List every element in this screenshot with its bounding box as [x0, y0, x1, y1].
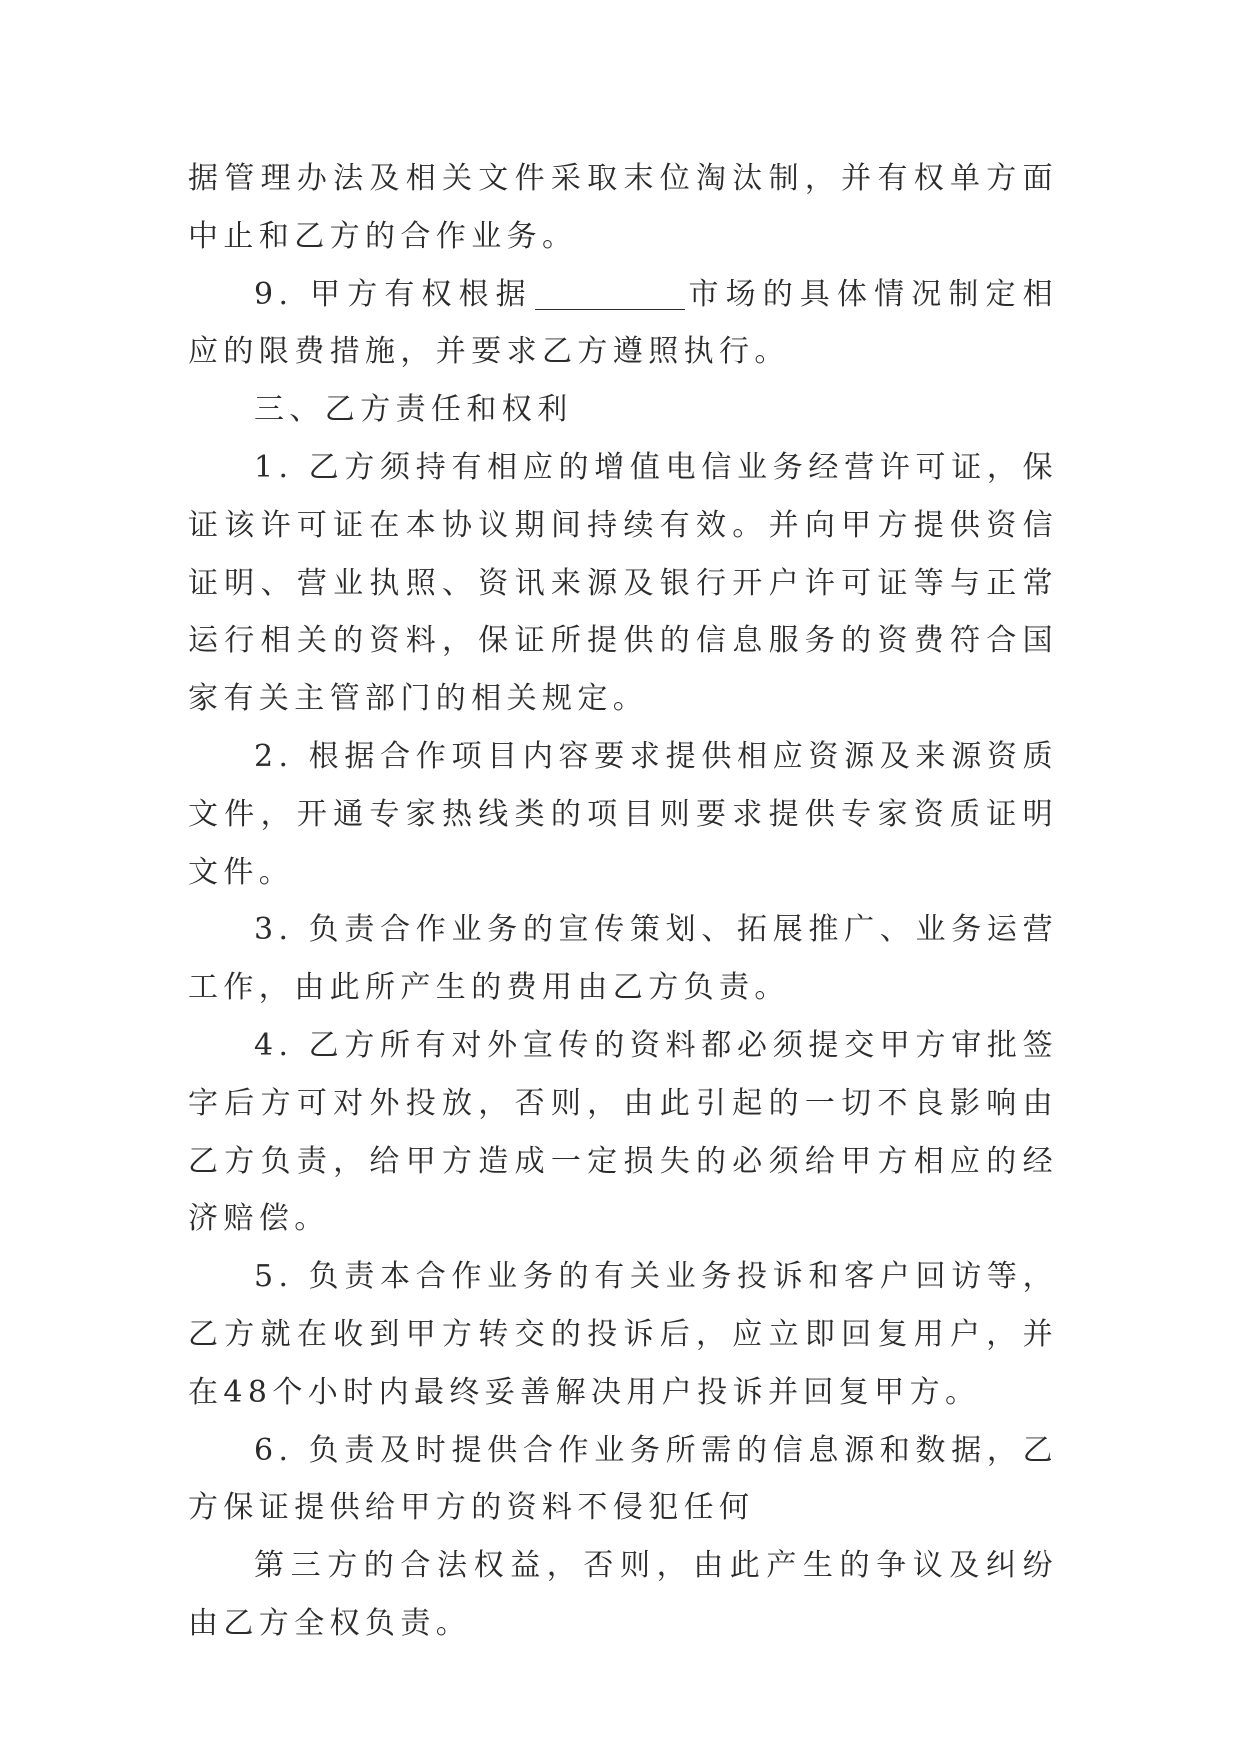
paragraph-clause-4: 4. 乙方所有对外宣传的资料都必须提交甲方审批签字后方可对外投放，否则，由此引起的一切不良影响由乙方负责，给甲方造成一定损失的必须给甲方相应的经济赔偿。 [188, 1027, 1058, 1237]
clause-9-text-before: 9. 甲方有权根据 [254, 276, 533, 312]
fill-in-blank [535, 273, 685, 310]
paragraph-clause-3: 3. 负责合作业务的宣传策划、拓展推广、业务运营工作，由此所产生的费用由乙方负责。 [188, 912, 1058, 1006]
paragraph-clause-9 [188, 266, 1058, 382]
paragraph-clause-6: 6. 负责及时提供合作业务所需的信息源和数据，乙方保证提供给甲方的资料不侵犯任何 [188, 1432, 1058, 1526]
paragraph-continuation: 据管理办法及相关文件采取末位淘汰制，并有权单方面中止和乙方的合作业务。 [188, 161, 1058, 254]
paragraph-clause-5: 5. 负责本合作业务的有关业务投诉和客户回访等，乙方就在收到甲方转交的投诉后，应立即回复用户，并在48个小时内最终妥善解决用户投诉并回复甲方。 [188, 1259, 1058, 1410]
clause-9-text-after: 市场的具体情况制定相应的限费措施，并要求乙方遵照执行。 [188, 276, 1058, 370]
document-page [188, 150, 1058, 1653]
paragraph-clause-1: 1. 乙方须持有相应的增值电信业务经营许可证，保证该许可证在本协议期间持续有效。并向甲方提供资信证明、营业执照、资讯来源及银行开户许可证等与正常运行相关的资料，保证所提供的信息服务的资费符合国家有关主管部门的相关规定。 [188, 449, 1058, 717]
paragraph-clause-6-continued: 第三方的合法权益，否则，由此产生的争议及纠纷由乙方全权负责。 [188, 1548, 1058, 1641]
paragraph-clause-2: 2. 根据合作项目内容要求提供相应资源及来源资质文件，开通专家热线类的项目则要求提供专家资质证明文件。 [188, 738, 1058, 890]
section-heading: 三、乙方责任和权利 [254, 392, 573, 428]
